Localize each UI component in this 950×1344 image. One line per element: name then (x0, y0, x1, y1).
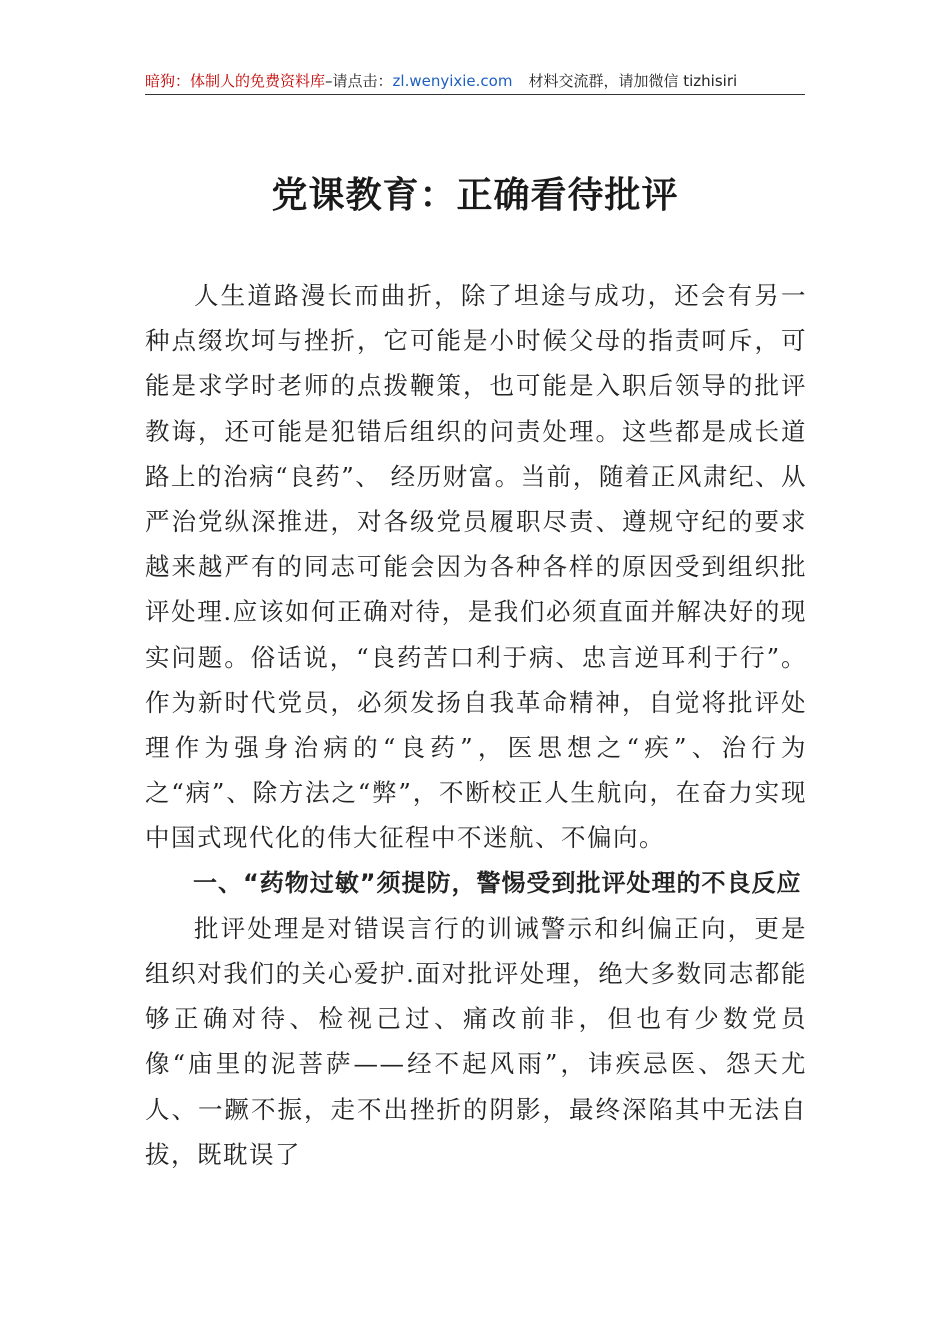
intro-paragraph: 人生道路漫长而曲折，除了坦途与成功，还会有另一种点缀坎坷与挫折，它可能是小时候父母的指责呵斥，可能是求学时老师的点拨鞭策，也可能是入职后领导的批评教诲，还可能是犯错后组织的问责处理。这些都是成长道路上的治病“良药”、 经历财富。当前，随着正风肃纪、从严治党纵深推进，对各级党员履职尽责、遵规守纪的要求越来越严有的同志可能会因为各种各样的原因受到组织批评处理.应该如何正确对待，是我们必须直面并解决好的现实问题。俗话说，“良药苦口利于病、忠言逆耳利于行”。作为新时代党员，必须发扬自我革命精神，自觉将批评处理作为强身治病的“良药”，医思想之“疾”、治行为之“病”、除方法之“弊”，不断校正人生航向，在奋力实现中国式现代化的伟大征程中不迷航、不偏向。 (145, 281, 807, 853)
header-click-prompt: –请点击： (325, 72, 393, 90)
header-site-name: 暗狗：体制人的免费资料库 (145, 72, 326, 90)
section-1-paragraph: 批评处理是对错误言行的训诫警示和纠偏正向，更是组织对我们的关心爱护.面对批评处理，绝大多数同志都能够正确对待、检视己过、痛改前非，但也有少数党员像“庙里的泥菩萨——经不起风雨”，讳疾忌医、怨天尤人、一蹶不振，走不出挫折的阴影，最终深陷其中无法自拔，既耽误了 (145, 913, 807, 1169)
section-heading-1: 一、“药物过敏”须提防，警惕受到批评处理的不良反应 (193, 868, 802, 897)
document-title: 党课教育：正确看待批评 (271, 174, 679, 216)
header-wechat-note: 材料交流群，请加微信 tizhisiri (528, 72, 738, 90)
page-header (145, 68, 805, 95)
header-url-link[interactable]: zl.wenyixie.com (392, 72, 513, 90)
document-body (145, 273, 807, 1177)
